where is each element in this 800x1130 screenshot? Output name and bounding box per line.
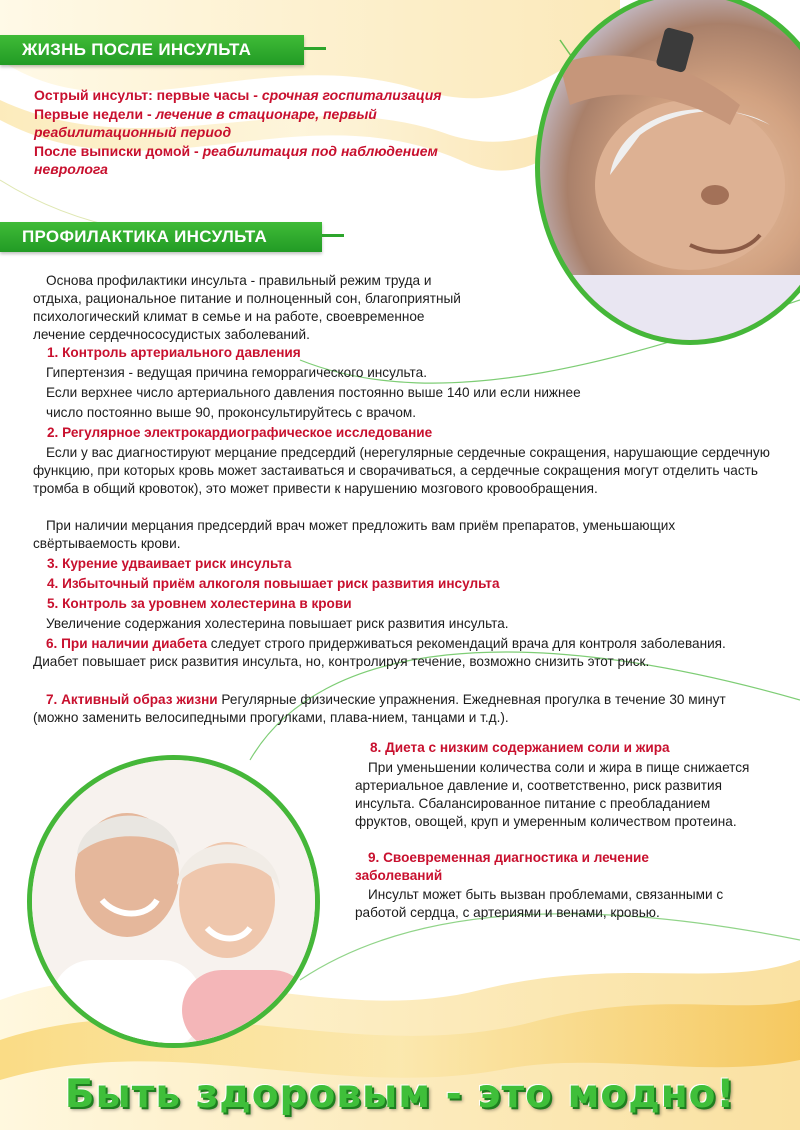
stage-acute	[34, 86, 494, 104]
section-banner-stroke-prevention	[0, 222, 322, 252]
item-8-title: 8. Диета с низким содержанием соли и жира	[370, 740, 670, 755]
photo-smiling-elderly-couple	[27, 755, 320, 1048]
item-6-paragraph	[33, 635, 773, 671]
slogan: Быть здоровым - это модно!	[64, 1072, 736, 1117]
item-1-text-1: Гипертензия - ведущая причина геморрагического инсульта.	[46, 365, 427, 380]
section-banner-life-after-stroke	[0, 35, 304, 65]
item-1-text-3: число постоянно выше 90, проконсультируйтесь с врачом.	[46, 405, 417, 420]
item-6-title: 6. При наличии диабета	[46, 636, 208, 651]
item-2-text-1: Если у вас диагностируют мерцание предсердий (нерегулярные сердечные сокращения, нарушающие сердечную функцию, при которых кровь может застаиваться и сворачиваться, а сердечные сокращения могут отделить часть тромба в общий кровоток), это может привести к нарушению мозгового кровообращения.	[33, 445, 770, 496]
stage-action: лечение в стационаре, первый реабилитационный период	[34, 106, 377, 140]
banner-title: ЖИЗНЬ ПОСЛЕ ИНСУЛЬТА	[22, 40, 252, 59]
item-7-paragraph	[33, 691, 773, 727]
item-5-title: 5. Контроль за уровнем холестерина в крови	[47, 596, 352, 611]
stage-action: срочная госпитализация	[261, 87, 442, 103]
item-4-title: 4. Избыточный приём алкоголя повышает риск развития инсульта	[47, 576, 500, 591]
couple-illustration	[32, 760, 315, 1043]
stage-first-weeks	[34, 105, 404, 141]
stage-label: После выписки домой	[34, 143, 191, 159]
stage-after-discharge	[34, 142, 474, 178]
intro-paragraph: Основа профилактики инсульта - правильный режим труда и отдыха, рациональное питание и полноценный сон, благоприятный психологический климат в семье и на работе, своевременное лечение сердечнососудистых заболеваний.	[33, 273, 461, 342]
item-1-title: 1. Контроль артериального давления	[47, 345, 301, 360]
item-7-title: 7. Активный образ жизни	[46, 692, 218, 707]
stage-separator: -	[249, 87, 262, 103]
item-2-text-2: При наличии мерцания предсердий врач может предложить вам приём препаратов, уменьшающих свёртываемость крови.	[33, 518, 676, 551]
item-1-text-2: Если верхнее число артериального давления постоянно выше 140 или если нижнее	[46, 385, 581, 400]
stage-separator: -	[190, 143, 203, 159]
stroke-stages-list	[34, 86, 494, 179]
item-3-title: 3. Курение удваивает риск инсульта	[47, 556, 292, 571]
banner-title: ПРОФИЛАКТИКА ИНСУЛЬТА	[22, 227, 268, 246]
item-9-title: 9. Своевременная диагностика и лечение заболеваний	[355, 850, 649, 883]
item-6-text: следует строго придерживаться рекомендаций врача для контроля заболевания. Диабет повышает риск развития инсульта, но, контролируя течение, возможно снизить этот риск.	[33, 636, 726, 669]
stage-label: Острый инсульт: первые часы	[34, 87, 250, 103]
stage-action: реабилитация под наблюдением невролога	[34, 143, 438, 177]
stage-label: Первые недели	[34, 106, 144, 122]
stage-separator: -	[143, 106, 156, 122]
tired-man-illustration	[540, 0, 800, 340]
item-7-text: Регулярные физические упражнения. Ежедневная прогулка в течение 30 минут (можно заменить велосипедными прогулками, плава-нием, танцами и т.д.).	[33, 692, 726, 725]
item-9-text: Инсульт может быть вызван проблемами, связанными с работой сердца, с артериями и венами, кровью.	[355, 887, 724, 920]
item-8-text: При уменьшении количества соли и жира в пище снижается артериальное давление и, соответственно, риск развития инсульта. Сбалансированное питание с преобладанием фруктов, овощей, круп и умеренным количеством протеина.	[355, 760, 750, 829]
item-5-text: Увеличение содержания холестерина повышает риск развития инсульта.	[46, 616, 509, 631]
item-2-title: 2. Регулярное электрокардиографическое исследование	[47, 425, 433, 440]
